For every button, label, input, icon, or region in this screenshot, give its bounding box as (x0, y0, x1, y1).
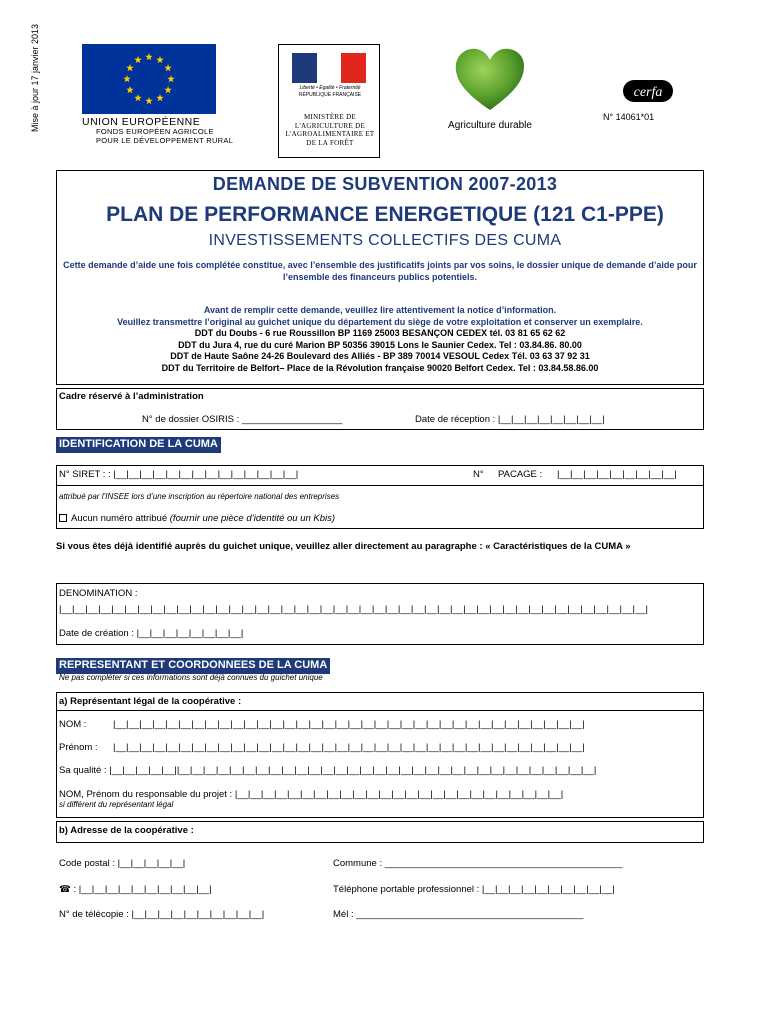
eu-star-5 (134, 94, 142, 101)
eu-star-1 (167, 75, 175, 82)
invest-title: INVESTISSEMENTS COLLECTIFS DES CUMA (208, 232, 562, 249)
denomination-field[interactable]: |__|__|__|__|__|__|__|__|__|__|__|__|__|__|__|__|__|__|__|__|__|__|__|__|__|__|__|__|__|__|__|__|__|__|__|__|__|__|__|__|__|__|__|__|__| (59, 604, 649, 615)
eu-star-8 (126, 64, 134, 71)
reception-date-field[interactable]: Date de réception : |__|__|__|__|__|__|__|__| (415, 414, 605, 425)
eu-star-2 (164, 86, 172, 93)
ministry-logo (278, 44, 380, 158)
checkbox-icon[interactable] (59, 514, 67, 522)
pacage-field[interactable]: |__|__|__|__|__|__|__|__|__| (557, 469, 677, 480)
cerfa-logo (623, 80, 673, 102)
nom-label: NOM : (59, 719, 87, 730)
legal-representative-title: a) Représentant légal de la coopérative : (59, 696, 242, 707)
legal-representative-divider (56, 710, 704, 711)
email-field[interactable]: Mél : ___________________________________________ (333, 909, 584, 920)
update-date-note: Mise à jour 17 janvier 2013 (30, 23, 40, 132)
nom-field[interactable]: |__|__|__|__|__|__|__|__|__|__|__|__|__|__|__|__|__|__|__|__|__|__|__|__|__|__|__|__|__|__|__|__|__|__|__|__| (113, 719, 585, 730)
prenom-label: Prénom : (59, 742, 98, 753)
eu-title: UNION EUROPÉENNE (82, 116, 201, 128)
siret-field[interactable]: N° SIRET : : |__|__|__|__|__|__|__|__|__|__|__|__|__|__| (59, 469, 299, 480)
agriculture-durable-label: Agriculture durable (448, 120, 532, 131)
cerfa-logo-text: cerfa (633, 85, 663, 100)
eu-star-12 (164, 64, 172, 71)
pacage-label-no: N° (473, 469, 484, 480)
insee-note: attribué par l’INSEE lors d’une inscription au répertoire national des entreprises (59, 492, 340, 501)
ddt-belfort: DDT du Territoire de Belfort– Place de la Révolution française 90020 Belfort Cedex. Tel : 03.84.58.86.00 (161, 362, 599, 373)
eu-star-3 (156, 94, 164, 101)
instructions-text (62, 305, 698, 328)
commune-field[interactable]: Commune : _____________________________________________ (333, 858, 623, 869)
guichet-instruction: Si vous êtes déjà identifié auprès du guichet unique, veuillez aller directement au paragraphe : « Caractéristiques de la CUMA » (56, 541, 631, 552)
eu-star-7 (123, 75, 131, 82)
republic-name: RÉPUBLIQUE FRANÇAISE (298, 92, 362, 98)
ministry-name: MINISTÈRE DE L'AGRICULTURE DE L'AGROALIMENTAIRE ET DE LA FORÊT (285, 113, 375, 147)
project-responsible-field[interactable]: NOM, Prénom du responsable du projet : |__|__|__|__|__|__|__|__|__|__|__|__|__|__|__|__|__|__|__|__|__|__|__|__|__| (59, 789, 564, 800)
green-heart-icon (452, 44, 528, 114)
ddt-haute-saone: DDT de Haute Saône 24-26 Boulevard des Alliés - BP 389 70014 VESOUL Cedex Tél. 03 63 37 92 31 (170, 351, 590, 361)
representant-note: Ne pas compléter si ces informations sont déjà connues du guichet unique (59, 673, 323, 682)
intro-text: Cette demande d’aide une fois complétée constitue, avec l’ensemble des justificatifs joints par vos soins, le dossier unique de demande d’aide pour l’ensemble des financeurs publics potentiels. (63, 260, 697, 282)
eu-stars-icon (82, 44, 216, 114)
postal-code-field[interactable]: Code postal : |__|__|__|__|__| (59, 858, 186, 869)
instructions-line-1: Avant de remplir cette demande, veuillez lire attentivement la notice d’information. (203, 305, 557, 315)
creation-date-field[interactable]: Date de création : |__|__|__|__|__|__|__|__| (59, 628, 244, 639)
qualite-field[interactable]: Sa qualité : |__|__|__|__|__||__|__|__|__|__|__|__|__|__|__|__|__|__|__|__|__|__|__|__|__|__|__|__|__|__|__|__|__|__|__|__|__| (59, 765, 597, 776)
republic-motto: Liberté • Égalité • Fraternité (299, 85, 361, 91)
address-title: b) Adresse de la coopérative : (59, 825, 194, 836)
eu-star-11 (156, 56, 164, 63)
eu-star-10 (145, 53, 153, 60)
pacage-label: PACAGE : (498, 469, 543, 480)
identification-heading: IDENTIFICATION DE LA CUMA (56, 437, 221, 453)
fax-field[interactable]: N° de télécopie : |__|__|__|__|__|__|__|__|__|__| (59, 909, 265, 920)
no-number-note: (fournir une pièce d’identité ou un Kbis) (169, 513, 336, 524)
eu-subtitle: FONDS EUROPÉEN AGRICOLE POUR LE DÉVELOPPEMENT RURAL (96, 127, 234, 145)
french-flag-icon (292, 53, 366, 83)
ddt-doubs: DDT du Doubs - 6 rue Roussillon BP 1169 25003 BESANÇON CEDEX tél. 03 81 65 62 62 (194, 328, 566, 338)
no-number-label: Aucun numéro attribué (71, 513, 168, 524)
instructions-line-2: Veuillez transmettre l’original au guichet unique du département du siège de votre exploitation et conserver un exemplaire. (117, 316, 643, 327)
eu-star-9 (134, 56, 142, 63)
ddt-addresses (62, 328, 698, 374)
mobile-phone-field[interactable]: Téléphone portable professionnel : |__|__|__|__|__|__|__|__|__|__| (333, 884, 615, 895)
ddt-jura: DDT du Jura 4, rue du curé Marion BP 50356 39015 Lons le Saunier Cedex. Tel : 03.84.86. 80.00 (178, 339, 582, 350)
project-responsible-note: si différent du représentant légal (59, 800, 174, 809)
prenom-field[interactable]: |__|__|__|__|__|__|__|__|__|__|__|__|__|__|__|__|__|__|__|__|__|__|__|__|__|__|__|__|__|__|__|__|__|__|__|__| (113, 742, 585, 753)
eu-star-4 (145, 97, 153, 104)
denomination-label: DENOMINATION : (59, 588, 138, 599)
eu-flag-logo (82, 44, 216, 114)
no-number-option[interactable] (59, 513, 335, 524)
phone-field[interactable]: ☎ : |__|__|__|__|__|__|__|__|__|__| (59, 884, 212, 895)
osiris-field[interactable]: N° de dossier OSIRIS : ___________________ (142, 414, 343, 425)
eu-star-6 (126, 86, 134, 93)
cerfa-number: N° 14061*01 (603, 112, 655, 122)
plan-title: PLAN DE PERFORMANCE ENERGETIQUE (121 C1-PPE) (106, 203, 664, 226)
representant-heading: REPRESENTANT ET COORDONNEES DE LA CUMA (56, 658, 330, 674)
form-title: DEMANDE DE SUBVENTION 2007-2013 (212, 174, 558, 194)
admin-title: Cadre réservé à l’administration (59, 391, 204, 402)
siret-divider (56, 485, 704, 486)
